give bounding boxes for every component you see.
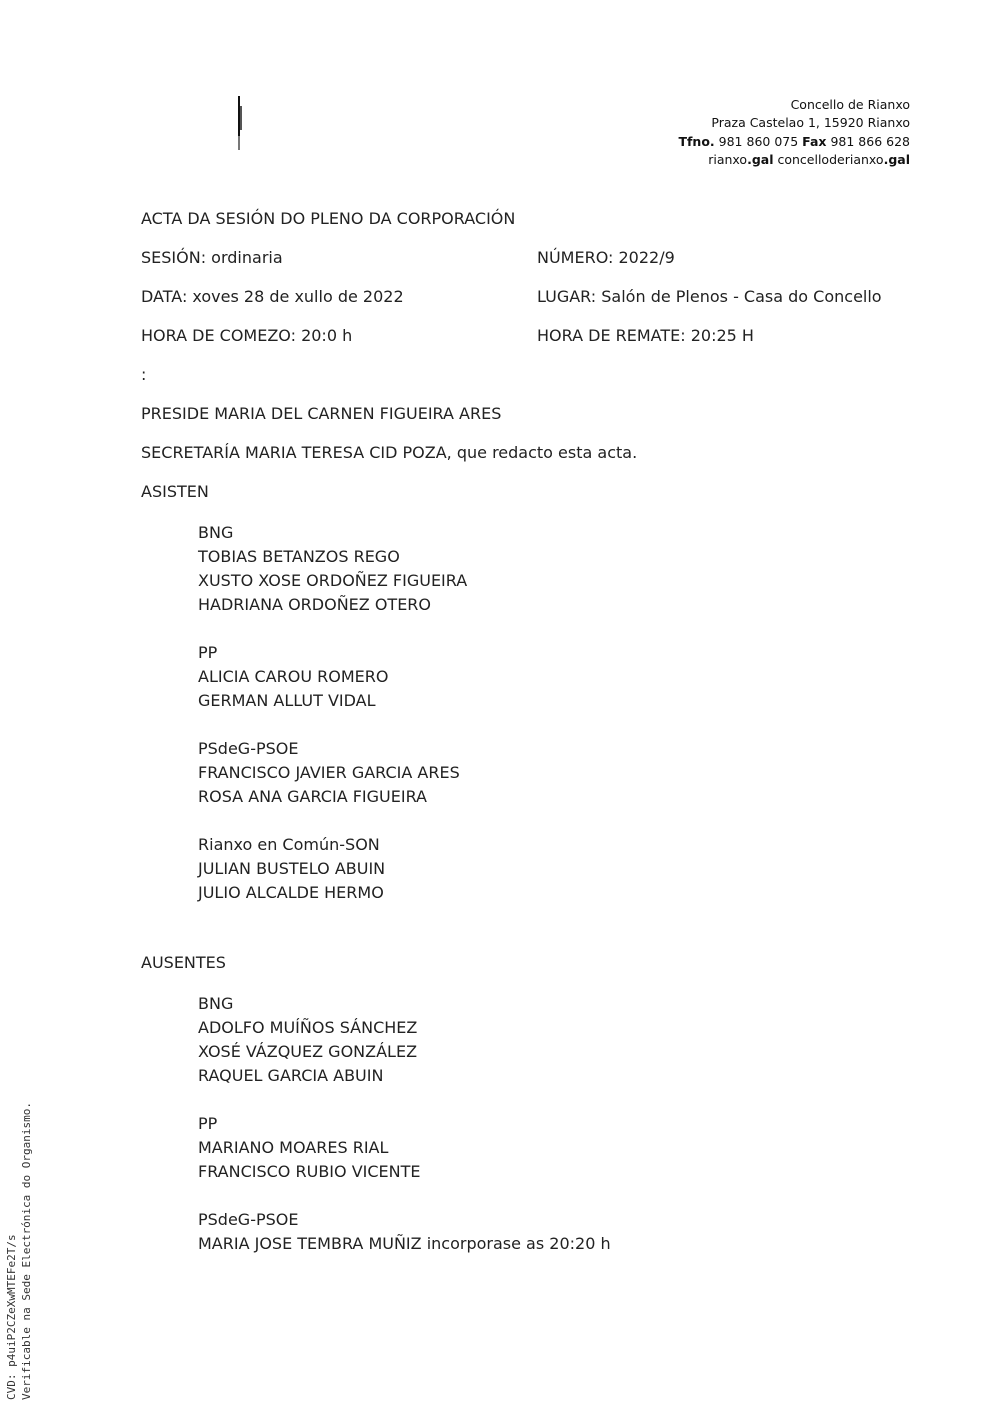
member-name: ALICIA CAROU ROMERO	[198, 667, 389, 686]
member-name: ADOLFO MUÍÑOS SÁNCHEZ	[198, 1018, 418, 1037]
party-label: BNG	[198, 523, 234, 542]
sesion-number: NÚMERO: 2022/9	[537, 248, 675, 267]
member-name: MARIANO MOARES RIAL	[198, 1138, 389, 1157]
tfno-value: 981 860 075	[718, 133, 799, 149]
fax-label: Fax	[802, 133, 827, 149]
party-label: PP	[198, 1114, 218, 1133]
tfno-label: Tfno.	[678, 133, 715, 149]
member-name: GERMAN ALLUT VIDAL	[198, 691, 376, 710]
member-name: JULIAN BUSTELO ABUIN	[198, 859, 386, 878]
verification-text: Verificable na Sede Electrónica do Organismo.	[20, 1101, 33, 1400]
secretaria-line: SECRETARÍA MARIA TERESA CID POZA, que redacto esta acta.	[141, 443, 638, 462]
ausentes-label: AUSENTES	[141, 953, 226, 972]
party-label: PSdeG-PSOE	[198, 1210, 299, 1229]
colon-line: :	[141, 365, 147, 384]
fax-value: 981 866 628	[830, 133, 910, 149]
member-name: ROSA ANA GARCIA FIGUEIRA	[198, 787, 427, 806]
asisten-list	[198, 521, 921, 905]
contact-line	[678, 133, 910, 151]
council-logo	[238, 96, 244, 152]
member-name: FRANCISCO JAVIER GARCIA ARES	[198, 763, 460, 782]
sesion-row	[141, 247, 921, 286]
ausentes-list	[198, 992, 921, 1256]
member-name: MARIA JOSE TEMBRA MUÑIZ incorporase as 20:20 h	[198, 1234, 611, 1253]
member-name: FRANCISCO RUBIO VICENTE	[198, 1162, 421, 1181]
party-label: PP	[198, 643, 218, 662]
sesion-date: DATA: xoves 28 de xullo de 2022	[141, 287, 404, 306]
acta-body	[141, 208, 921, 1256]
member-name: JULIO ALCALDE HERMO	[198, 883, 384, 902]
web-link-rianxo[interactable]: rianxo.gal	[708, 151, 774, 167]
acta-title: ACTA DA SESIÓN DO PLENO DA CORPORACIÓN	[141, 209, 516, 228]
letterhead	[678, 96, 910, 169]
member-name: HADRIANA ORDOÑEZ OTERO	[198, 595, 432, 614]
member-name: TOBIAS BETANZOS REGO	[198, 547, 400, 566]
end-time: HORA DE REMATE: 20:25 H	[537, 326, 754, 345]
web-link-concello[interactable]: concelloderianxo.gal	[777, 151, 910, 167]
date-row	[141, 286, 921, 325]
party-label: Rianxo en Común-SON	[198, 835, 380, 854]
party-label: PSdeG-PSOE	[198, 739, 299, 758]
time-row	[141, 325, 921, 364]
member-name: RAQUEL GARCIA ABUIN	[198, 1066, 384, 1085]
asisten-label: ASISTEN	[141, 482, 209, 501]
org-address: Praza Castelao 1, 15920 Rianxo	[711, 115, 910, 131]
member-name: XUSTO XOSE ORDOÑEZ FIGUEIRA	[198, 571, 468, 590]
preside-line: PRESIDE MARIA DEL CARNEN FIGUEIRA ARES	[141, 404, 502, 423]
member-name: XOSÉ VÁZQUEZ GONZÁLEZ	[198, 1042, 418, 1061]
sesion-type: SESIÓN: ordinaria	[141, 248, 283, 267]
party-label: BNG	[198, 994, 234, 1013]
start-time: HORA DE COMEZO: 20:0 h	[141, 326, 353, 345]
web-line	[678, 151, 910, 169]
verification-note	[4, 1102, 34, 1400]
sesion-place: LUGAR: Salón de Plenos - Casa do Concello	[537, 287, 882, 306]
cvd-code: CVD: p4uiP2CZeXwMTEFe2T/s	[5, 1234, 18, 1400]
org-name: Concello de Rianxo	[790, 97, 910, 112]
